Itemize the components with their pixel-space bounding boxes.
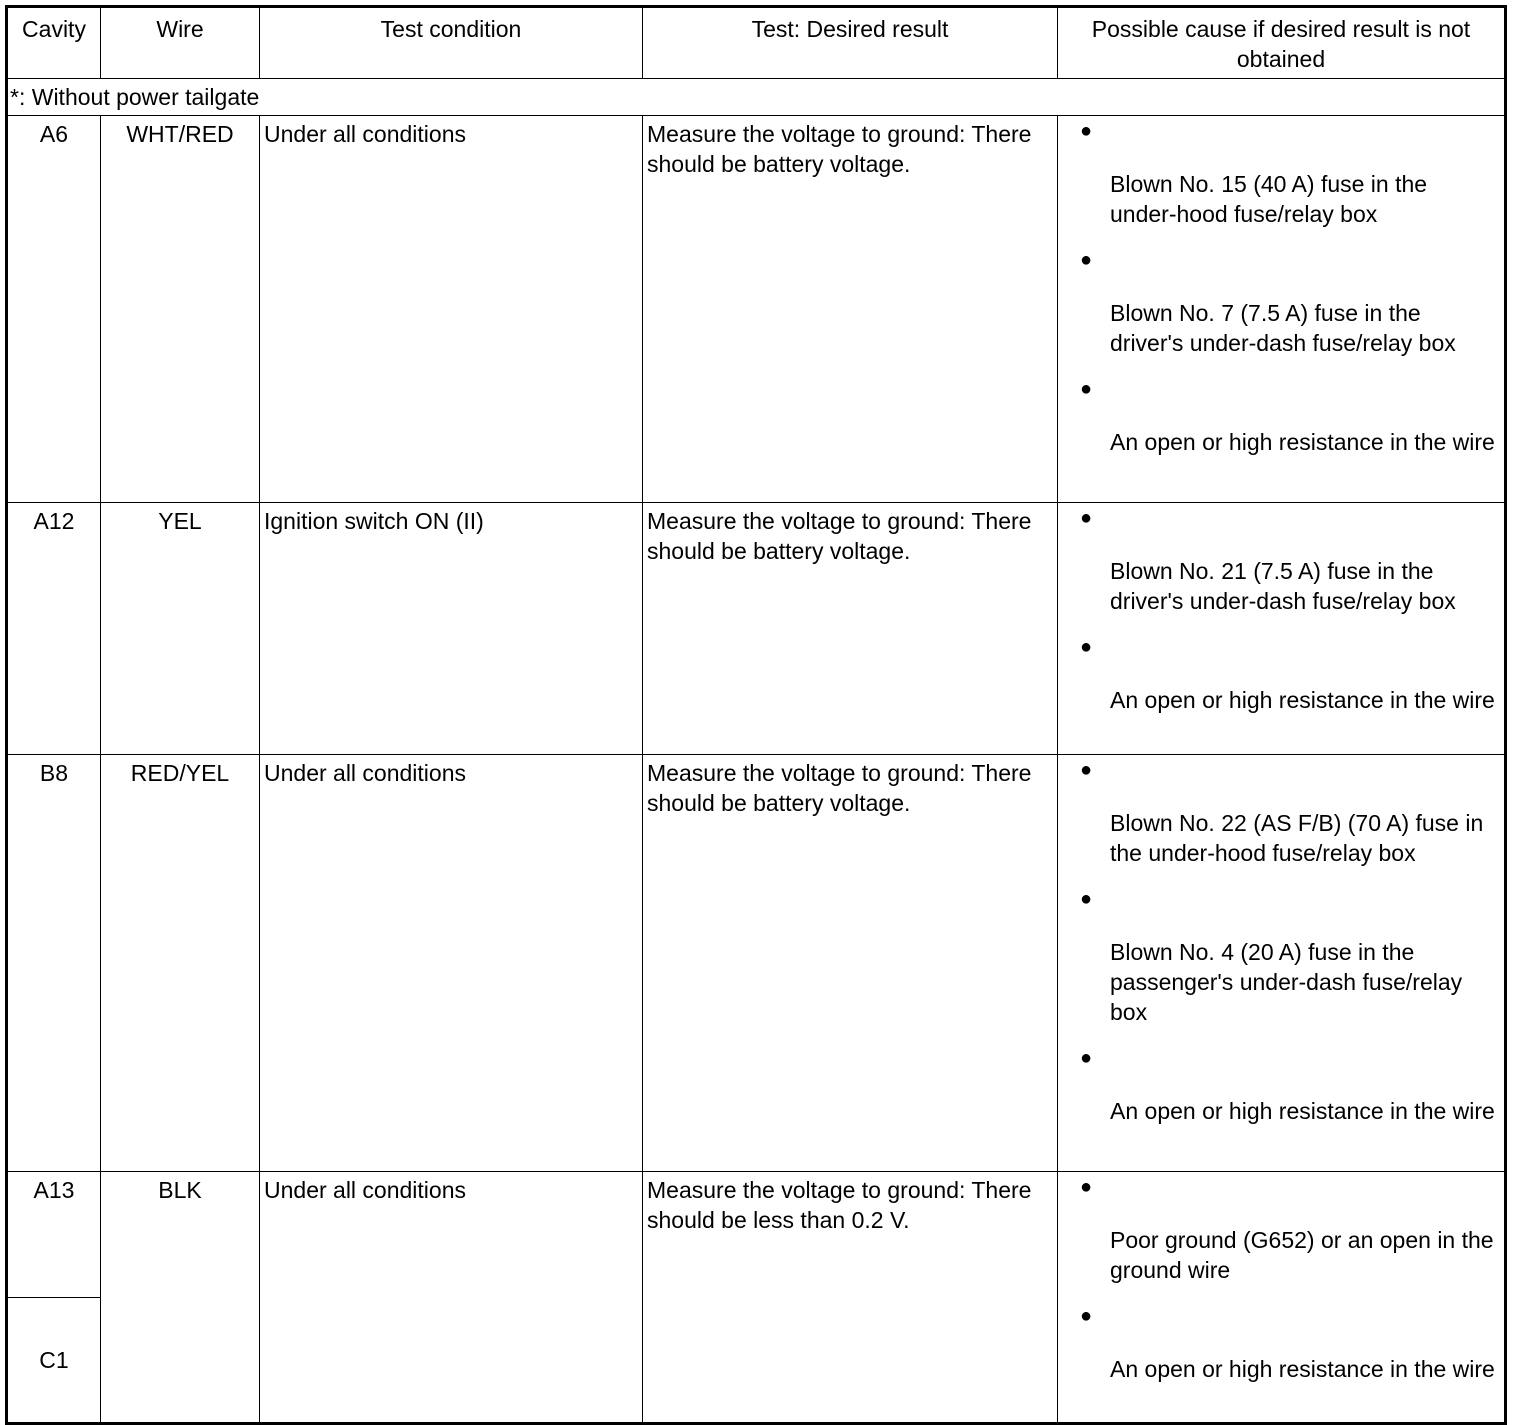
header-row — [7, 7, 1506, 79]
cavity-cell: A13 — [8, 1172, 100, 1298]
condition-cell: Under all conditions — [260, 116, 643, 503]
cavity-cell-split — [7, 1172, 101, 1424]
table-note: *: Without power tailgate — [7, 79, 1506, 116]
cause-item — [1080, 887, 1496, 1027]
bullet-icon: ● — [1080, 1176, 1093, 1198]
bullet-icon: ● — [1080, 249, 1093, 271]
table-row — [7, 116, 1506, 503]
header-desired-result: Test: Desired result — [643, 7, 1058, 79]
wire-test-table — [5, 5, 1507, 1425]
bullet-icon: ● — [1080, 1305, 1093, 1327]
wire-cell: RED/YEL — [101, 755, 260, 1172]
condition-cell: Ignition switch ON (II) — [260, 503, 643, 755]
header-test-condition: Test condition — [260, 7, 643, 79]
causes-cell — [1058, 116, 1506, 503]
causes-cell — [1058, 503, 1506, 755]
cause-item — [1080, 248, 1496, 358]
wire-cell: BLK — [101, 1172, 260, 1424]
cause-item — [1080, 119, 1496, 229]
cause-item — [1080, 635, 1496, 715]
note-row — [7, 79, 1506, 116]
cause-text: Blown No. 15 (40 A) fuse in the under-hood fuse/relay box — [1110, 171, 1428, 227]
cause-item — [1080, 377, 1496, 457]
bullet-icon: ● — [1080, 378, 1093, 400]
bullet-icon: ● — [1080, 507, 1093, 529]
cause-item — [1080, 506, 1496, 616]
cavity-cell: B8 — [7, 755, 101, 1172]
cavity-cell: A6 — [7, 116, 101, 503]
wire-cell: YEL — [101, 503, 260, 755]
cause-text: An open or high resistance in the wire — [1110, 687, 1495, 713]
cause-item — [1080, 1304, 1496, 1384]
header-possible-cause: Possible cause if desired result is not obtained — [1058, 7, 1506, 79]
cause-text: An open or high resistance in the wire — [1110, 1356, 1495, 1382]
cause-item — [1080, 1046, 1496, 1126]
table-row — [7, 503, 1506, 755]
causes-cell — [1058, 1172, 1506, 1424]
header-cavity: Cavity — [7, 7, 101, 79]
cause-text: Blown No. 21 (7.5 A) fuse in the driver's under-dash fuse/relay box — [1110, 558, 1456, 614]
cause-text: An open or high resistance in the wire — [1110, 1098, 1495, 1124]
wire-test-table-container — [5, 5, 1507, 1425]
cause-item — [1080, 1175, 1496, 1285]
condition-cell: Under all conditions — [260, 1172, 643, 1424]
cause-text: Blown No. 22 (AS F/B) (70 A) fuse in the under-hood fuse/relay box — [1110, 810, 1484, 866]
causes-cell — [1058, 755, 1506, 1172]
cause-text: Blown No. 7 (7.5 A) fuse in the driver's under-dash fuse/relay box — [1110, 300, 1456, 356]
bullet-icon: ● — [1080, 120, 1093, 142]
table-row — [7, 755, 1506, 1172]
bullet-icon: ● — [1080, 636, 1093, 658]
bullet-icon: ● — [1080, 759, 1093, 781]
wire-cell: WHT/RED — [101, 116, 260, 503]
cavity-cell: C1 — [39, 1347, 69, 1373]
result-cell: Measure the voltage to ground: There should be battery voltage. — [643, 755, 1058, 1172]
condition-cell: Under all conditions — [260, 755, 643, 1172]
cavity-cell: A12 — [7, 503, 101, 755]
result-cell: Measure the voltage to ground: There should be battery voltage. — [643, 116, 1058, 503]
cause-text: Blown No. 4 (20 A) fuse in the passenger's under-dash fuse/relay box — [1110, 939, 1463, 1025]
table-row — [7, 1172, 1506, 1424]
result-cell: Measure the voltage to ground: There should be less than 0.2 V. — [643, 1172, 1058, 1424]
cause-text: An open or high resistance in the wire — [1110, 429, 1495, 455]
result-cell: Measure the voltage to ground: There should be battery voltage. — [643, 503, 1058, 755]
bullet-icon: ● — [1080, 1047, 1093, 1069]
header-wire: Wire — [101, 7, 260, 79]
cause-text: Poor ground (G652) or an open in the ground wire — [1110, 1227, 1494, 1283]
cause-item — [1080, 758, 1496, 868]
bullet-icon: ● — [1080, 888, 1093, 910]
